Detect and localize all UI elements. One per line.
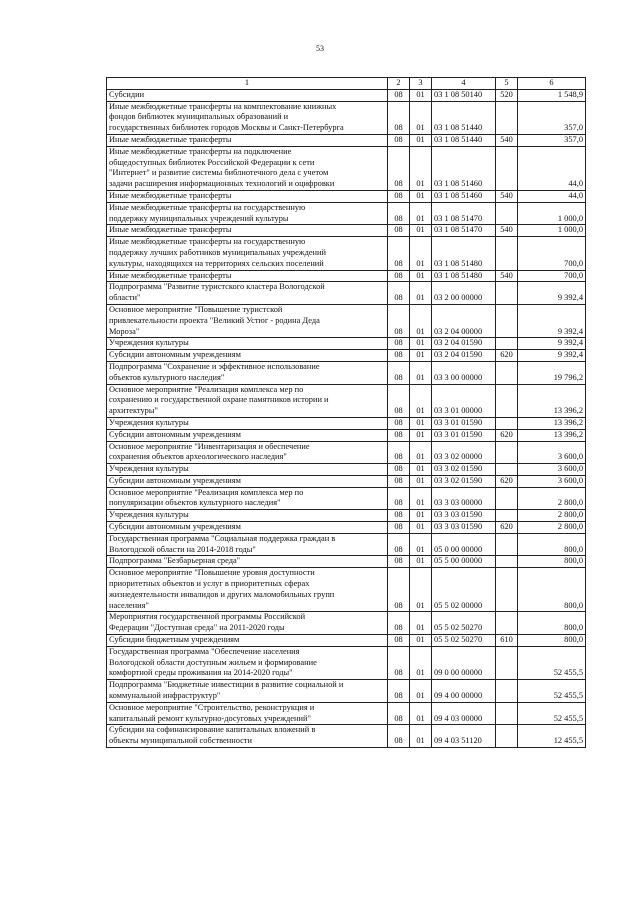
row-expense-type: [496, 361, 518, 384]
row-target-code: 03 2 04 01590: [432, 350, 496, 362]
table-row: [107, 510, 586, 522]
row-target-code: 03 2 00 00000: [432, 282, 496, 305]
row-subsection: 01: [410, 533, 432, 556]
row-target-code: 03 3 03 00000: [432, 487, 496, 510]
row-expense-type: [496, 417, 518, 429]
table-row: [107, 361, 586, 384]
row-amount: 12 455,5: [518, 725, 586, 748]
row-target-code: 03 3 03 01590: [432, 522, 496, 534]
row-target-code: 03 1 08 51480: [432, 270, 496, 282]
row-name: Основное мероприятие "Реализация комплекса мер по популяризации объектов культурного наследия": [107, 487, 388, 510]
row-amount: 52 455,5: [518, 646, 586, 679]
table-row: [107, 556, 586, 568]
row-expense-type: [496, 202, 518, 225]
table-row: [107, 702, 586, 725]
row-section: 08: [388, 702, 410, 725]
table-row: [107, 646, 586, 679]
budget-table: [106, 77, 586, 748]
row-expense-type: [496, 237, 518, 270]
row-name: Субсидии: [107, 89, 388, 101]
row-amount: 700,0: [518, 237, 586, 270]
row-amount: 9 392,4: [518, 282, 586, 305]
row-amount: 19 796,2: [518, 361, 586, 384]
row-name: Иные межбюджетные трансферты на государственную поддержку лучших работников муниципальных учреждений культуры, находящихся на территориях сельских поселений: [107, 237, 388, 270]
row-section: 08: [388, 533, 410, 556]
row-expense-type: 540: [496, 134, 518, 146]
page-number: 53: [316, 44, 324, 53]
row-subsection: 01: [410, 725, 432, 748]
row-amount: 357,0: [518, 134, 586, 146]
row-amount: 1 000,0: [518, 225, 586, 237]
row-amount: 2 800,0: [518, 510, 586, 522]
row-subsection: 01: [410, 134, 432, 146]
table-row: [107, 237, 586, 270]
row-amount: 44,0: [518, 190, 586, 202]
row-target-code: 05 0 00 00000: [432, 533, 496, 556]
row-name: Основное мероприятие "Реализация комплекса мер по сохранению и государственной охране памятников истории и архитектуры": [107, 384, 388, 417]
row-subsection: 01: [410, 429, 432, 441]
row-target-code: 03 1 08 51470: [432, 225, 496, 237]
row-expense-type: 520: [496, 89, 518, 101]
row-expense-type: [496, 146, 518, 190]
row-amount: 1 548,9: [518, 89, 586, 101]
row-subsection: 01: [410, 146, 432, 190]
row-section: 08: [388, 338, 410, 350]
row-subsection: 01: [410, 487, 432, 510]
row-subsection: 01: [410, 417, 432, 429]
row-name: Иные межбюджетные трансферты на подключение общедоступных библиотек Российской Федерации к сети "Интернет" и развитие системы библиотечного дела с учетом задачи расширения информационных технологий и оцифровки: [107, 146, 388, 190]
row-target-code: 03 2 04 00000: [432, 304, 496, 337]
row-name: Государственная программа "Социальная поддержка граждан в Вологодской области на 2014-2018 годы": [107, 533, 388, 556]
row-subsection: 01: [410, 89, 432, 101]
row-amount: 13 396,2: [518, 384, 586, 417]
row-expense-type: [496, 533, 518, 556]
row-name: Основное мероприятие "Повышение уровня доступности приоритетных объектов и услуг в приоритетных сферах жизнедеятельности инвалидов и других маломобильных групп населения": [107, 568, 388, 612]
row-subsection: 01: [410, 237, 432, 270]
table-row: [107, 612, 586, 635]
row-target-code: 09 0 00 00000: [432, 646, 496, 679]
row-target-code: 03 3 01 01590: [432, 417, 496, 429]
row-name: Основное мероприятие "Инвентаризация и обеспечение сохранения объектов археологического наследия": [107, 441, 388, 464]
row-section: 08: [388, 384, 410, 417]
row-target-code: 03 1 08 51440: [432, 134, 496, 146]
table-row: [107, 190, 586, 202]
row-amount: 2 800,0: [518, 522, 586, 534]
row-subsection: 01: [410, 568, 432, 612]
row-amount: 1 000,0: [518, 202, 586, 225]
row-target-code: 03 3 02 01590: [432, 464, 496, 476]
row-expense-type: 540: [496, 225, 518, 237]
row-target-code: 03 1 08 50140: [432, 89, 496, 101]
col-header-csr: 4: [432, 78, 496, 90]
row-subsection: 01: [410, 475, 432, 487]
table-row: [107, 225, 586, 237]
row-subsection: 01: [410, 361, 432, 384]
row-subsection: 01: [410, 635, 432, 647]
row-section: 08: [388, 475, 410, 487]
row-name: Подпрограмма "Бюджетные инвестиции в развитие социальной и коммунальной инфраструктур": [107, 680, 388, 703]
table-row: [107, 417, 586, 429]
row-name: Государственная программа "Обеспечение населения Вологодской области доступным жильем и формирование комфортной среды проживания на 2014-2020 годы": [107, 646, 388, 679]
row-section: 08: [388, 568, 410, 612]
row-expense-type: [496, 568, 518, 612]
row-section: 08: [388, 270, 410, 282]
table-row: [107, 89, 586, 101]
row-name: Иные межбюджетные трансферты: [107, 225, 388, 237]
row-amount: 9 392,4: [518, 304, 586, 337]
col-header-rz: 2: [388, 78, 410, 90]
row-expense-type: [496, 556, 518, 568]
row-name: Иные межбюджетные трансферты: [107, 134, 388, 146]
row-expense-type: [496, 101, 518, 134]
row-section: 08: [388, 350, 410, 362]
row-section: 08: [388, 725, 410, 748]
table-body: [107, 89, 586, 747]
row-subsection: 01: [410, 464, 432, 476]
row-subsection: 01: [410, 441, 432, 464]
row-name: Мероприятия государственной программы Российской Федерации "Доступная среда" на 2011-2020 годы: [107, 612, 388, 635]
row-subsection: 01: [410, 384, 432, 417]
row-expense-type: 620: [496, 475, 518, 487]
row-expense-type: 620: [496, 350, 518, 362]
row-section: 08: [388, 612, 410, 635]
row-section: 08: [388, 89, 410, 101]
table-row: [107, 429, 586, 441]
row-expense-type: 610: [496, 635, 518, 647]
row-subsection: 01: [410, 522, 432, 534]
row-amount: 3 600,0: [518, 464, 586, 476]
row-expense-type: [496, 680, 518, 703]
table-row: [107, 384, 586, 417]
row-section: 08: [388, 282, 410, 305]
row-name: Иные межбюджетные трансферты на комплектование книжных фондов библиотек муниципальных образований и государственных библиотек городов Москвы и Санкт-Петербурга: [107, 101, 388, 134]
row-section: 08: [388, 510, 410, 522]
row-section: 08: [388, 680, 410, 703]
row-name: Субсидии на софинансирование капитальных вложений в объекты муниципальной собственности: [107, 725, 388, 748]
row-section: 08: [388, 522, 410, 534]
row-target-code: 03 3 01 00000: [432, 384, 496, 417]
row-name: Подпрограмма "Сохранение и эффективное использование объектов культурного наследия": [107, 361, 388, 384]
row-target-code: 03 1 08 51460: [432, 190, 496, 202]
table-row: [107, 304, 586, 337]
row-expense-type: [496, 384, 518, 417]
row-section: 08: [388, 635, 410, 647]
row-expense-type: 540: [496, 270, 518, 282]
row-expense-type: [496, 725, 518, 748]
row-expense-type: [496, 338, 518, 350]
row-subsection: 01: [410, 646, 432, 679]
table-row: [107, 522, 586, 534]
table-row: [107, 680, 586, 703]
row-amount: 800,0: [518, 635, 586, 647]
row-section: 08: [388, 134, 410, 146]
row-expense-type: 540: [496, 190, 518, 202]
table-header-row: [107, 78, 586, 90]
row-name: Учреждения культуры: [107, 417, 388, 429]
row-name: Иные межбюджетные трансферты: [107, 270, 388, 282]
row-expense-type: [496, 487, 518, 510]
row-amount: 3 600,0: [518, 475, 586, 487]
row-section: 08: [388, 101, 410, 134]
row-subsection: 01: [410, 270, 432, 282]
row-amount: 52 455,5: [518, 680, 586, 703]
col-header-sum: 6: [518, 78, 586, 90]
row-expense-type: 620: [496, 522, 518, 534]
table-row: [107, 101, 586, 134]
row-name: Учреждения культуры: [107, 464, 388, 476]
row-section: 08: [388, 464, 410, 476]
row-name: Субсидии автономным учреждениям: [107, 522, 388, 534]
row-amount: 9 392,4: [518, 350, 586, 362]
col-header-vr: 5: [496, 78, 518, 90]
table-row: [107, 635, 586, 647]
row-target-code: 03 3 00 00000: [432, 361, 496, 384]
row-section: 08: [388, 441, 410, 464]
row-target-code: 03 3 02 01590: [432, 475, 496, 487]
row-section: 08: [388, 237, 410, 270]
row-name: Субсидии бюджетным учреждениям: [107, 635, 388, 647]
table-row: [107, 270, 586, 282]
table-row: [107, 146, 586, 190]
table-row: [107, 350, 586, 362]
row-section: 08: [388, 361, 410, 384]
row-target-code: 09 4 03 51120: [432, 725, 496, 748]
row-amount: 52 455,5: [518, 702, 586, 725]
row-amount: 3 600,0: [518, 441, 586, 464]
row-expense-type: 620: [496, 429, 518, 441]
row-subsection: 01: [410, 510, 432, 522]
row-subsection: 01: [410, 338, 432, 350]
row-amount: 700,0: [518, 270, 586, 282]
row-section: 08: [388, 646, 410, 679]
row-target-code: 03 2 04 01590: [432, 338, 496, 350]
row-expense-type: [496, 510, 518, 522]
row-target-code: 09 4 03 00000: [432, 702, 496, 725]
table-row: [107, 568, 586, 612]
row-target-code: 03 1 08 51440: [432, 101, 496, 134]
row-amount: 357,0: [518, 101, 586, 134]
row-section: 08: [388, 190, 410, 202]
row-name: Основное мероприятие "Повышение туристской привлекательности проекта "Великий Устюг - родина Деда Мороза": [107, 304, 388, 337]
row-subsection: 01: [410, 612, 432, 635]
row-subsection: 01: [410, 190, 432, 202]
row-expense-type: [496, 646, 518, 679]
row-amount: 13 396,2: [518, 417, 586, 429]
table-row: [107, 533, 586, 556]
row-name: Подпрограмма "Безбарьерная среда": [107, 556, 388, 568]
row-section: 08: [388, 556, 410, 568]
row-subsection: 01: [410, 101, 432, 134]
row-target-code: 05 5 00 00000: [432, 556, 496, 568]
row-target-code: 03 1 08 51470: [432, 202, 496, 225]
row-target-code: 03 3 02 00000: [432, 441, 496, 464]
row-name: Субсидии автономным учреждениям: [107, 475, 388, 487]
row-subsection: 01: [410, 350, 432, 362]
row-name: Иные межбюджетные трансферты: [107, 190, 388, 202]
table-row: [107, 725, 586, 748]
row-target-code: 03 3 01 01590: [432, 429, 496, 441]
row-section: 08: [388, 417, 410, 429]
row-name: Учреждения культуры: [107, 338, 388, 350]
row-expense-type: [496, 612, 518, 635]
row-amount: 9 392,4: [518, 338, 586, 350]
row-target-code: 03 1 08 51460: [432, 146, 496, 190]
row-name: Субсидии автономным учреждениям: [107, 350, 388, 362]
row-amount: 2 800,0: [518, 487, 586, 510]
row-subsection: 01: [410, 680, 432, 703]
row-name: Подпрограмма "Развитие туристского кластера Вологодской области": [107, 282, 388, 305]
row-section: 08: [388, 429, 410, 441]
row-expense-type: [496, 282, 518, 305]
row-expense-type: [496, 441, 518, 464]
table-row: [107, 134, 586, 146]
row-expense-type: [496, 464, 518, 476]
table-row: [107, 338, 586, 350]
row-target-code: 03 3 03 01590: [432, 510, 496, 522]
row-section: 08: [388, 304, 410, 337]
row-target-code: 05 5 02 50270: [432, 635, 496, 647]
row-target-code: 03 1 08 51480: [432, 237, 496, 270]
row-subsection: 01: [410, 702, 432, 725]
row-target-code: 09 4 00 00000: [432, 680, 496, 703]
row-amount: 800,0: [518, 533, 586, 556]
col-header-pr: 3: [410, 78, 432, 90]
row-expense-type: [496, 304, 518, 337]
table-row: [107, 464, 586, 476]
row-amount: 44,0: [518, 146, 586, 190]
row-amount: 800,0: [518, 556, 586, 568]
row-subsection: 01: [410, 202, 432, 225]
table-row: [107, 202, 586, 225]
row-amount: 800,0: [518, 568, 586, 612]
table-row: [107, 441, 586, 464]
row-name: Субсидии автономным учреждениям: [107, 429, 388, 441]
row-name: Основное мероприятие "Строительство, реконструкция и капитальный ремонт культурно-досуговых учреждений": [107, 702, 388, 725]
row-amount: 800,0: [518, 612, 586, 635]
col-header-name: 1: [107, 78, 388, 90]
table-row: [107, 475, 586, 487]
row-section: 08: [388, 202, 410, 225]
row-subsection: 01: [410, 556, 432, 568]
row-target-code: 05 5 02 00000: [432, 568, 496, 612]
row-subsection: 01: [410, 282, 432, 305]
row-section: 08: [388, 225, 410, 237]
row-target-code: 05 5 02 50270: [432, 612, 496, 635]
table-row: [107, 282, 586, 305]
row-expense-type: [496, 702, 518, 725]
row-name: Иные межбюджетные трансферты на государственную поддержку муниципальных учреждений культуры: [107, 202, 388, 225]
table-row: [107, 487, 586, 510]
row-section: 08: [388, 487, 410, 510]
row-subsection: 01: [410, 304, 432, 337]
row-amount: 13 396,2: [518, 429, 586, 441]
row-section: 08: [388, 146, 410, 190]
row-name: Учреждения культуры: [107, 510, 388, 522]
row-subsection: 01: [410, 225, 432, 237]
